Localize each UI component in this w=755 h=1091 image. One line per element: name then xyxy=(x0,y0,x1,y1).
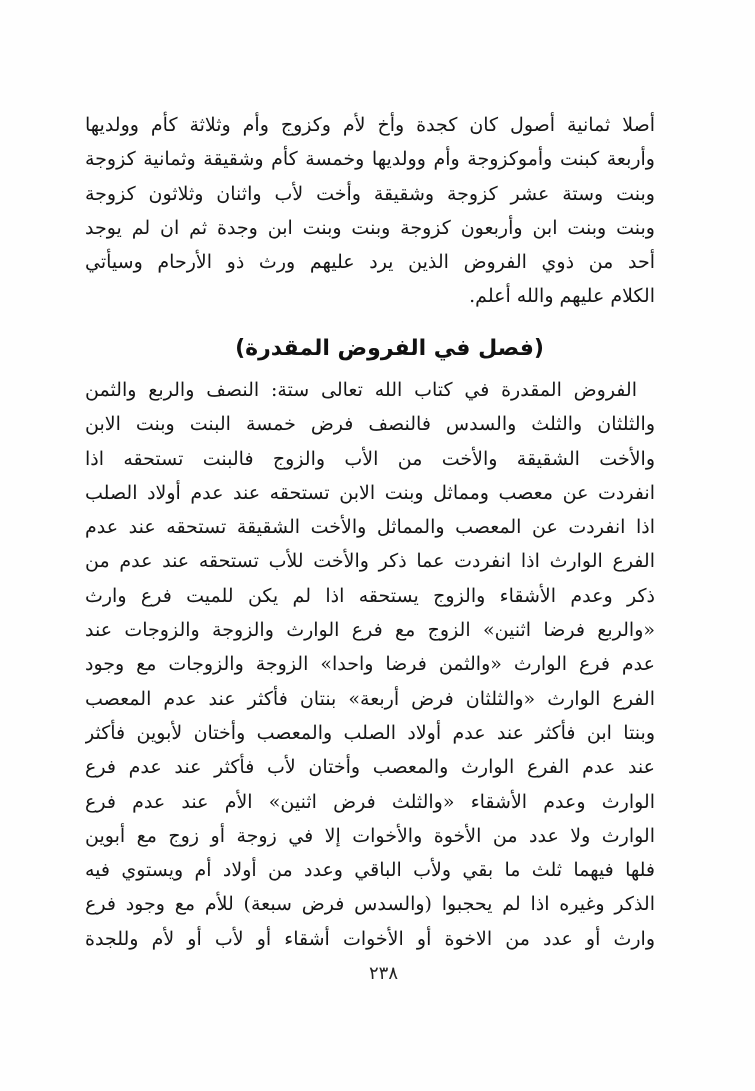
text-line: الوارث ولا عدد من الأخوة والأخوات إلا في زوجة أو زوج مع أبوين xyxy=(85,824,655,847)
text-line: عند عدم الفرع الوارث والمعصب وأختان لأب فأكثر عند عدم فرع xyxy=(85,756,655,779)
page-number: ٢٣٨ xyxy=(368,963,398,984)
text-line: انفردت عن معصب ومماثل وبنت الابن تستحقه عند عدم أولاد الصلب xyxy=(85,481,655,504)
text-line: وبنت وستة عشر كزوجة وشقيقة وأخت لأب واثنان وثلاثون كزوجة xyxy=(85,182,655,205)
text-line: والأخت الشقيقة والأخت من الأب والزوج فالبنت تستحقه اذا xyxy=(85,447,655,470)
text-line: وأربعة كبنت وأموكزوجة وأم وولديها وخمسة كأم وشقيقة وثمانية كزوجة xyxy=(85,148,655,171)
text-line: «والربع فرضا اثنين» الزوج مع فرع الوارث والزوجة والزوجات عند xyxy=(85,619,655,642)
text-line: الوارث وعدم الأشقاء «والثلث فرض اثنين» الأم عند عدم فرع xyxy=(85,790,655,813)
text-line: الفروض المقدرة في كتاب الله تعالى ستة: النصف والربع والثمن xyxy=(85,379,637,401)
text-line: وبنتا ابن فأكثر عند عدم أولاد الصلب والمعصب وأختان لأبوين فأكثر xyxy=(85,721,655,744)
text-line: الذكر وغيره اذا لم يحجبوا (والسدس فرض سبعة) للأم مع وجود فرع xyxy=(85,893,655,916)
text-line: أصلا ثمانية أصول كان كجدة وأخ لأم وكزوج وأم وثلاثة كأم وولديها xyxy=(85,114,655,136)
text-line: وبنت وبنت ابن وأربعون كزوجة وبنت وبنت ابن وجدة ثم ان لم يوجد xyxy=(85,216,655,239)
text-line: الكلام عليهم والله أعلم. xyxy=(469,285,655,308)
text-line: أحد من ذوي الفروض الذين يرد عليهم ورث ذو الأرحام وسيأتي xyxy=(85,251,655,274)
text-line: الفرع الوارث اذا انفردت عما ذكر والأخت للأب تستحقه عند عدم من xyxy=(85,550,655,573)
text-line: وارث أو عدد من الاخوة أو الأخوات أشقاء أو لأب أو لأم وللجدة xyxy=(85,927,655,950)
text-line: فلها فيهما ثلث ما بقي ولأب الباقي وعدد من أولاد أم ويستوي فيه xyxy=(85,859,655,882)
paragraph-main xyxy=(85,373,655,956)
section-heading: (فصل في الفروض المقدرة) xyxy=(235,336,544,361)
text-line: اذا انفردت عن المعصب والمماثل والأخت الشقيقة تستحقه عند عدم xyxy=(85,516,655,539)
text-line: والثلثان والثلث والسدس فالنصف فرض خمسة البنت وبنت الابن xyxy=(85,413,655,436)
text-line: الفرع الوارث «والثلثان فرض أربعة» بنتان فأكثر عند عدم المعصب xyxy=(85,687,655,710)
text-line: ذكر وعدم الأشقاء والزوج يستحقه اذا لم يكن للميت فرع وارث xyxy=(85,584,655,607)
text-line: عدم فرع الوارث «والثمن فرضا واحدا» الزوجة والزوجات مع وجود xyxy=(85,653,655,676)
paragraph-top xyxy=(85,108,655,314)
